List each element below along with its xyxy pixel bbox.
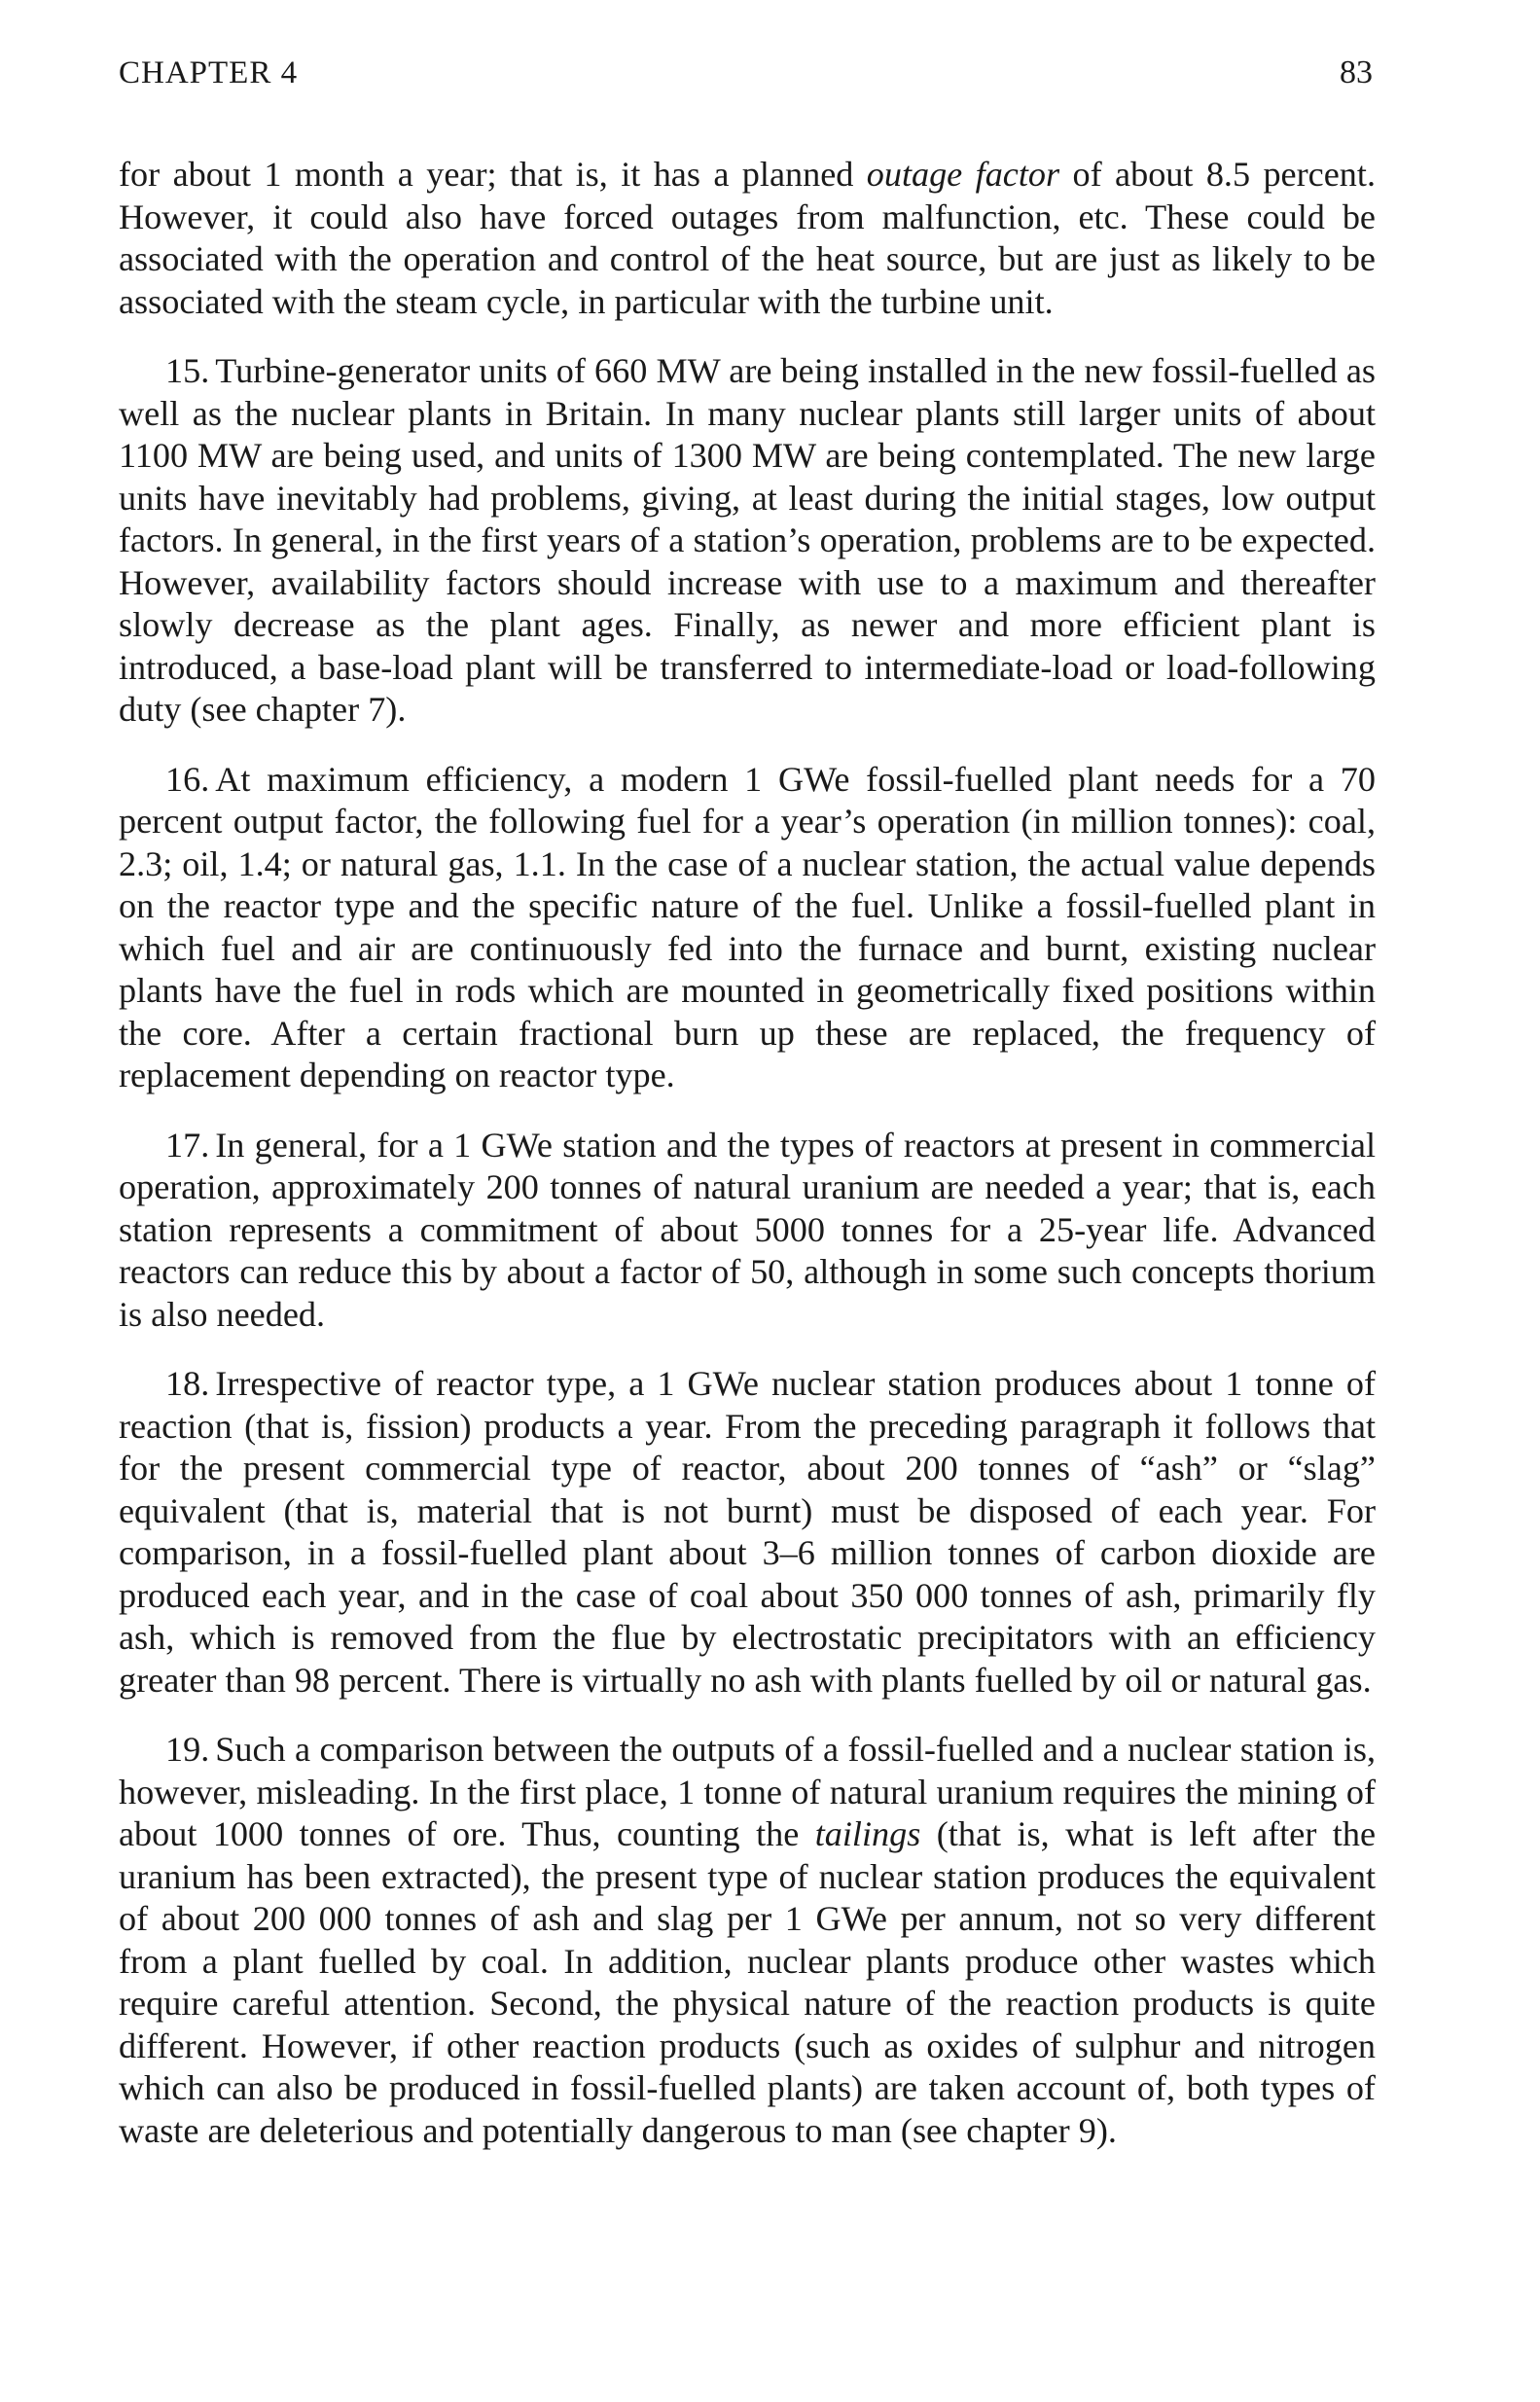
italic-term: outage factor bbox=[866, 155, 1060, 194]
paragraph-16 bbox=[119, 759, 1376, 1097]
running-head bbox=[119, 54, 1373, 93]
paragraph-number: 16. bbox=[165, 759, 210, 799]
paragraph-number: 17. bbox=[165, 1125, 210, 1165]
paragraph-15 bbox=[119, 350, 1376, 732]
text-run: (that is, what is left after the uranium has been extracted), the present type of nuclear station produces the equivalent of about 200 000 tonnes of ash and slag per 1 GWe per annum, not so very different from a plant fuelled by coal. In addition, nuclear plants produce other wastes which require careful attention. Second, the physical nature of the reaction products is quite different. However, if other reaction products (such as oxides of sulphur and nitrogen which can also be produced in fossil-fuelled plants) are taken account of, both types of waste are deleterious and potentially dangerous to man (see chapter 9). bbox=[119, 1814, 1377, 2150]
text-run: of about 8.5 percent. However, it could also have forced outages from malfunction, etc. These could be associated with the operation and control of the heat source, but are just as likely to be associated with the steam cycle, in particular with the turbine unit. bbox=[119, 155, 1376, 321]
page-number: 83 bbox=[1340, 54, 1373, 90]
paragraph-number: 19. bbox=[165, 1730, 210, 1769]
text-run: Such a comparison between the outputs of a fossil-fuelled and a nuclear station is, however, misleading. In the first place, 1 tonne of natural uranium requires the mining of about 1000 tonnes of ore. Thus, counting the bbox=[119, 1730, 1376, 1853]
paragraph-18 bbox=[119, 1363, 1376, 1702]
body-text bbox=[119, 154, 1376, 2179]
text-run: Turbine-generator units of 660 MW are being installed in the new fossil-fuelled as well as the nuclear plants in Britain. In many nuclear plants still larger units of about 1100 MW are being used, and units of 1300 MW are being contemplated. The new large units have inevitably had problems, giving, at least during the initial stages, low output factors. In general, in the first years of a station’s operation, problems are to be expected. However, availability factors should increase with use to a maximum and thereafter slowly decrease as the plant ages. Finally, as newer and more efficient plant is introduced, a base-load plant will be transferred to intermediate-load or load-following duty (see chapter 7). bbox=[119, 351, 1376, 729]
paragraph-number: 18. bbox=[165, 1364, 210, 1403]
text-run: Irrespective of reactor type, a 1 GWe nuclear station produces about 1 tonne of reaction (that is, fission) products a year. From the preceding paragraph it follows that for the present commercial type of reactor, about 200 tonnes of “ash” or “slag” equivalent (that is, material that is not burnt) must be disposed of each year. For comparison, in a fossil-fuelled plant about 3–6 million tonnes of carbon dioxide are produced each year, and in the case of coal about 350 000 tonnes of ash, primarily fly ash, which is removed from the flue by electrostatic precipitators with an efficiency greater than 98 percent. There is virtually no ash with plants fuelled by oil or natural gas. bbox=[119, 1364, 1376, 1700]
paragraph-19 bbox=[119, 1729, 1376, 2152]
paragraph-17 bbox=[119, 1125, 1376, 1337]
paragraph-continuation bbox=[119, 154, 1376, 323]
paragraph-number: 15. bbox=[165, 351, 210, 390]
chapter-heading: CHAPTER 4 bbox=[119, 55, 299, 90]
text-run: At maximum efficiency, a modern 1 GWe fossil-fuelled plant needs for a 70 percent output factor, the following fuel for a year’s operation (in million tonnes): coal, 2.3; oil, 1.4; or natural gas, 1.1. In the case of a nuclear station, the actual value depends on the reactor type and the specific nature of the fuel. Unlike a fossil-fuelled plant in which fuel and air are continuously fed into the furnace and burnt, existing nuclear plants have the fuel in rods which are mounted in geometrically fixed positions within the core. After a certain fractional burn up these are replaced, the frequency of replacement depending on reactor type. bbox=[119, 759, 1376, 1094]
text-run: for about 1 month a year; that is, it has a planned bbox=[119, 155, 867, 194]
text-run: In general, for a 1 GWe station and the types of reactors at present in commercial operation, approximately 200 tonnes of natural uranium are needed a year; that is, each station represents a commitment of about 5000 tonnes for a 25-year life. Advanced reactors can reduce this by about a factor of 50, although in some such concepts thorium is also needed. bbox=[119, 1125, 1376, 1334]
italic-term: tailings bbox=[814, 1814, 921, 1853]
